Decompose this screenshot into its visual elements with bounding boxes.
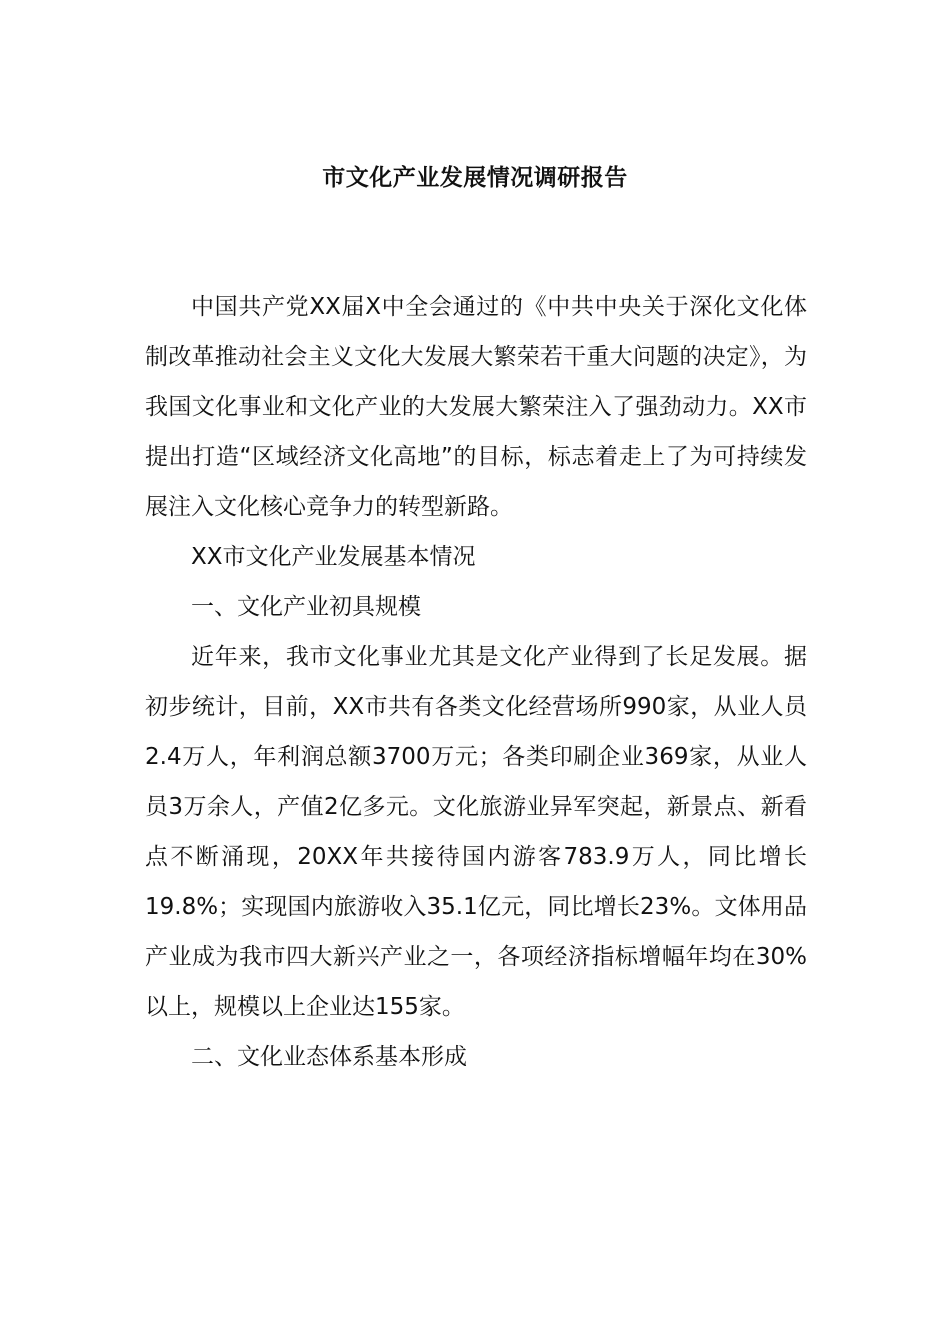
document-body bbox=[145, 282, 807, 1082]
subsection-heading-1: 一、文化产业初具规模 bbox=[191, 594, 421, 620]
document-title: 市文化产业发展情况调研报告 bbox=[322, 165, 628, 191]
intro-paragraph: 中国共产党XX届X中全会通过的《中共中央关于深化文化体制改革推动社会主义文化大发展大繁荣若干重大问题的决定》，为我国文化事业和文化产业的大发展大繁荣注入了强劲动力。XX市提出打造“区域经济文化高地”的目标，标志着走上了为可持续发展注入文化核心竞争力的转型新路。 bbox=[145, 294, 807, 520]
scale-paragraph: 近年来，我市文化事业尤其是文化产业得到了长足发展。据初步统计，目前，XX市共有各类文化经营场所990家，从业人员2.4万人，年利润总额3700万元；各类印刷企业369家，从业人员3万余人，产值2亿多元。文化旅游业异军突起，新景点、新看点不断涌现，20XX年共接待国内游客783.9万人，同比增长19.8%；实现国内旅游收入35.1亿元，同比增长23%。文体用品产业成为我市四大新兴产业之一，各项经济指标增幅年均在30%以上，规模以上企业达155家。 bbox=[145, 644, 807, 1020]
section-heading-basic-situation: XX市文化产业发展基本情况 bbox=[191, 544, 476, 570]
subsection-heading-2: 二、文化业态体系基本形成 bbox=[191, 1044, 467, 1070]
